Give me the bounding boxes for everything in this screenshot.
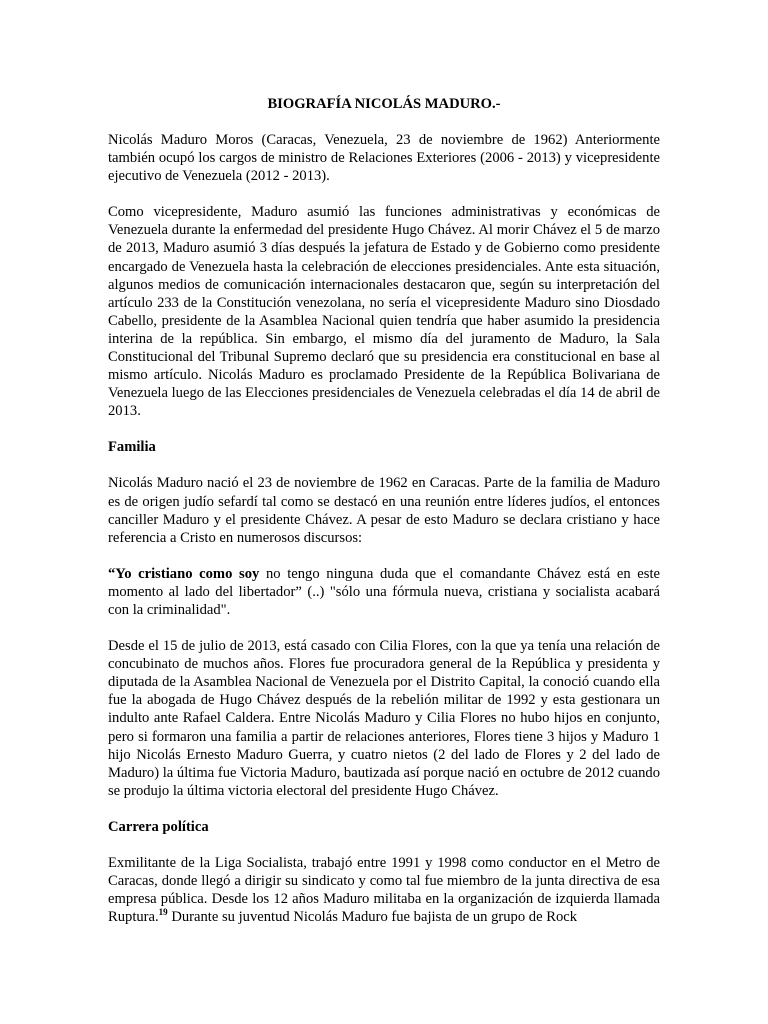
career-text-a: Exmilitante de la Liga Socialista, trabajó entre 1991 y 1998 como conductor en el Metro de Caracas, donde llegó a dirigir su sindicato y como tal fue miembro de la junta directiva de esa empresa pública. Desde los 12 años Maduro militaba en la organización de izquierda llamada Ruptura. [108, 854, 660, 926]
document-title: BIOGRAFÍA NICOLÁS MADURO.- [267, 96, 501, 112]
vicepresidency-paragraph: Como vicepresidente, Maduro asumió las funciones administrativas y económicas de Venezuela durante la enfermedad del presidente Hugo Chávez. Al morir Chávez el 5 de marzo de 2013, Maduro asumió 3 días después la jefatura de Estado y de Gobierno como presidente encargado de Venezuela hasta la celebración de elecciones presidenciales. Ante esta situación, algunos medios de comunicación internacionales destacaron que, según su interpretación del artículo 233 de la Constitución venezolana, no sería el vicepresidente Maduro sino Diosdado Cabello, presidente de la Asamblea Nacional quien tendría que haber asumido la presidencia interina de la república. Sin embargo, el mismo día del juramento de Maduro, la Sala Constitucional del Tribunal Supremo declaró que su presidencia era constitucional en base al mismo artículo. Nicolás Maduro es proclamado Presidente de la República Bolivariana de Venezuela luego de las Elecciones presidenciales de Venezuela celebradas el día 14 de abril de 2013. [108, 204, 660, 420]
quote-bold-text: “Yo cristiano como soy [108, 565, 260, 582]
section-heading-family: Familia [108, 439, 156, 456]
footnote-marker: 19 [158, 907, 168, 918]
intro-paragraph: Nicolás Maduro Moros (Caracas, Venezuela, 23 de noviembre de 1962) Anteriormente también ocupó los cargos de ministro de Relaciones Exteriores (2006 - 2013) y vicepresidente ejecutivo de Venezuela (2012 - 2013). [108, 132, 660, 185]
career-text-b: Durante su juventud Nicolás Maduro fue bajista de un grupo de Rock [167, 909, 578, 926]
family-paragraph-marriage: Desde el 15 de julio de 2013, está casado con Cilia Flores, con la que ya tenía una relación de concubinato de muchos años. Flores fue procuradora general de la República y presidenta y diputada de la Asamblea Nacional de Venezuela por el Distrito Capital, la conoció cuando ella fue la abogada de Hugo Chávez después de la rebelión militar de 1992 y esta gestionara un indulto ante Rafael Caldera. Entre Nicolás Maduro y Cilia Flores no hubo hijos en conjunto, pero si formaron una familia a partir de relaciones anteriores, Flores tiene 3 hijos y Maduro 1 hijo Nicolás Ernesto Maduro Guerra, y cuatro nietos (2 del lado de Flores y 2 del lado de Maduro) la última fue Victoria Maduro, bautizada así porque nació en octubre de 2012 cuando se produjo la última victoria electoral del presidente Hugo Chávez. [108, 638, 661, 799]
career-paragraph [108, 854, 660, 926]
family-paragraph-origin: Nicolás Maduro nació el 23 de noviembre de 1962 en Caracas. Parte de la familia de Maduro es de origen judío sefardí tal como se destacó en una reunión entre líderes judíos, el entonces canciller Maduro y el presidente Chávez. A pesar de esto Maduro se declara cristiano y hace referencia a Cristo en numerosos discursos: [108, 475, 660, 546]
section-heading-career: Carrera política [108, 818, 209, 835]
quote-text: no tengo ninguna duda que el comandante Chávez está en este momento al lado del libertador” (..) "sólo una fórmula nueva, cristiana y socialista acabará con la criminalidad". [108, 565, 660, 618]
quote-paragraph [108, 565, 660, 619]
